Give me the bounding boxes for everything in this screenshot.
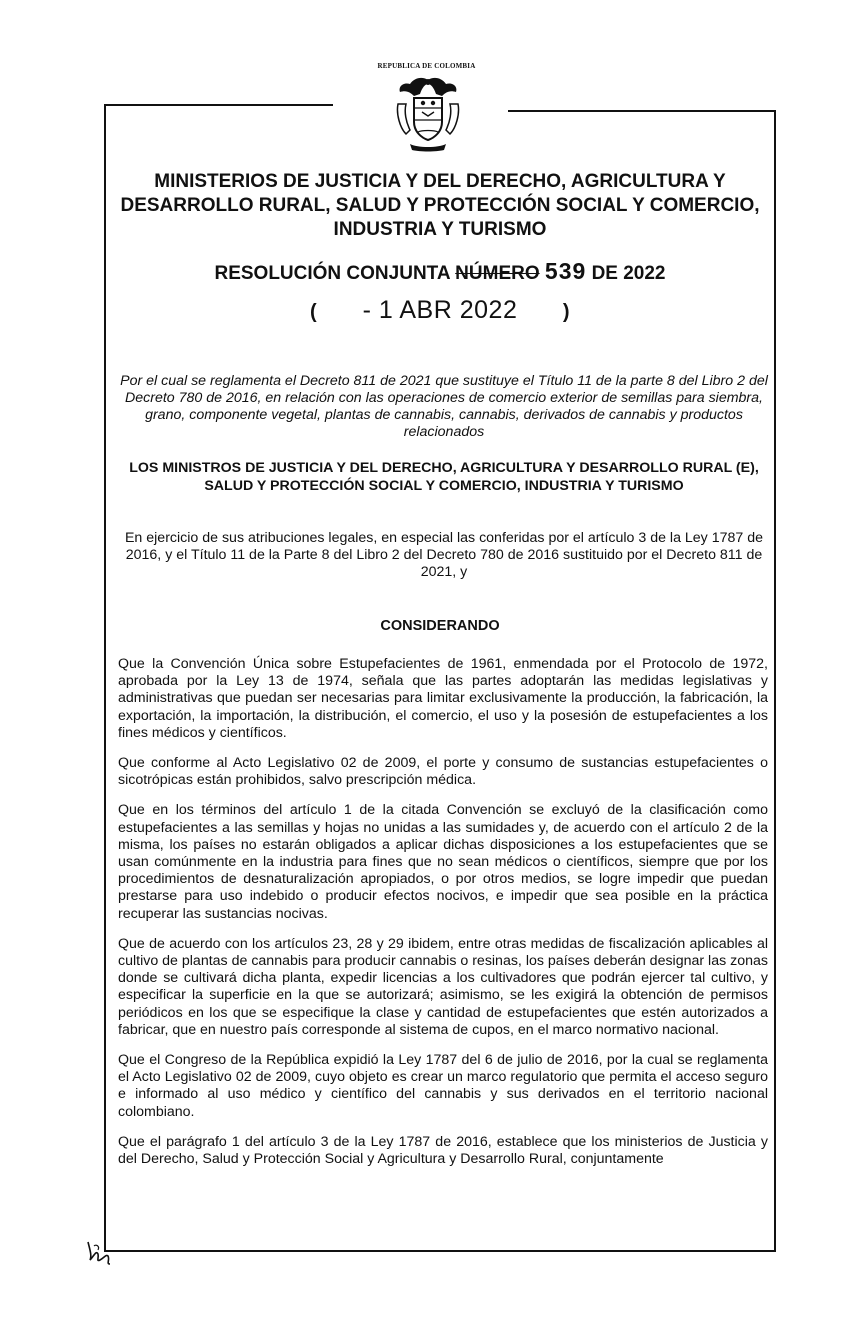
consideration-paragraph: Que de acuerdo con los artículos 23, 28 y 29 ibidem, entre otras medidas de fiscalización aplicables al cultivo de plantas de cannabis para producir cannabis o resinas, los países deberán designar las zonas donde se cultivará dicha planta, expedir licencias a los cultivadores que podrán ejercer tal cultivo, y especificar la superficie en la que se autorizará; asimismo, se les exigirá la obtención de permisos periódicos en los que se especifique la clase y cantidad de estupefacientes que estén autorizados a fabricar, que en nuestro país corresponde al sistema de cupos, en el marco normativo nacional. <box>118 935 768 1038</box>
resolution-heading <box>110 258 770 285</box>
coat-of-arms-icon <box>392 74 464 154</box>
resolution-year: DE 2022 <box>591 263 666 284</box>
consideration-paragraph: Que la Convención Única sobre Estupefacientes de 1961, enmendada por el Protocolo de 1972, aprobada por la Ley 13 de 1974, señala que las partes adoptarán las medidas legislativas y administrativas que puedan ser necesarias para limitar exclusivamente la producción, la fabricación, la exportación, la importación, la distribución, el comercio, el uso y la posesión de estupefacientes a los fines médicos y científicos. <box>118 656 768 741</box>
frame-left-border <box>104 104 106 1252</box>
date-stamp: - 1 ABR 2022 <box>362 296 518 324</box>
considering-heading: CONSIDERANDO <box>380 618 500 634</box>
date-open-paren: ( <box>310 301 318 323</box>
consideration-paragraph: Que conforme al Acto Legislativo 02 de 2009, el porte y consumo de sustancias estupefacientes o sicotrópicas están prohibidos, salvo prescripción médica. <box>118 755 768 789</box>
consideration-paragraph: Que en los términos del artículo 1 de la citada Convención se excluyó de la clasificación como estupefacientes a las semillas y hojas no unidas a las sumidades y, de acuerdo con el artículo 2 de la misma, los países no estarán obligados a aplicar dichas disposiciones a los estupefacientes que se usan comúnmente en la industria para fines que no sean médicos o científicos, siempre que por los procedimientos de desnaturalización apropiados, o por otros medios, se logre impedir que puedan prestarse para uso indebido o producir efectos nocivos, e impedir que sea posible en la práctica recuperar las sustancias nocivas. <box>118 802 768 922</box>
ministers-heading: LOS MINISTROS DE JUSTICIA Y DEL DERECHO, AGRICULTURA Y DESARROLLO RURAL (E), SALUD Y PROTECCIÓN SOCIAL Y COMERCIO, INDUSTRIA Y TURISMO <box>129 460 759 494</box>
date-close-paren: ) <box>562 301 570 323</box>
resolution-date <box>110 296 770 325</box>
resolution-prefix: RESOLUCIÓN CONJUNTA <box>214 263 456 284</box>
resolution-number: 539 <box>544 258 587 284</box>
frame-bottom-border <box>104 1250 776 1252</box>
frame-top-left-border <box>104 104 333 106</box>
initials-signature-icon <box>84 1236 114 1268</box>
resolution-summary: Por el cual se reglamenta el Decreto 811 de 2021 que sustituye el Título 11 de la parte 8 del Libro 2 del Decreto 780 de 2016, en relación con las operaciones de comercio exterior de semillas para siembra, grano, componente vegetal, plantas de cannabis, cannabis, derivados de cannabis y productos relacionados <box>120 373 768 440</box>
considerations-body <box>118 656 768 1181</box>
ministries-heading: MINISTERIOS DE JUSTICIA Y DEL DERECHO, AGRICULTURA Y DESARROLLO RURAL, SALUD Y PROTECCIÓN SOCIAL Y COMERCIO, INDUSTRIA Y TURISMO <box>120 171 760 240</box>
frame-top-right-border <box>508 110 776 112</box>
legal-basis-paragraph: En ejercicio de sus atribuciones legales, en especial las conferidas por el artículo 3 de la Ley 1787 de 2016, y el Título 11 de la Parte 8 del Libro 2 del Decreto 780 de 2016 sustituido por el Decreto 811 de 2021, y <box>124 530 764 580</box>
frame-right-border <box>774 110 776 1252</box>
resolution-number-word: NÚMERO <box>455 263 540 284</box>
republic-label: REPUBLICA DE COLOMBIA <box>377 62 476 70</box>
consideration-paragraph: Que el parágrafo 1 del artículo 3 de la Ley 1787 de 2016, establece que los ministerios de Justicia y del Derecho, Salud y Protección Social y Agricultura y Desarrollo Rural, conjuntamente <box>118 1133 768 1168</box>
consideration-paragraph: Que el Congreso de la República expidió la Ley 1787 del 6 de julio de 2016, por la cual se reglamenta el Acto Legislativo 02 de 2009, cuyo objeto es crear un marco regulatorio que permita el acceso seguro e informado al uso médico y científico del cannabis y sus derivados en el territorio nacional colombiano. <box>118 1052 768 1120</box>
